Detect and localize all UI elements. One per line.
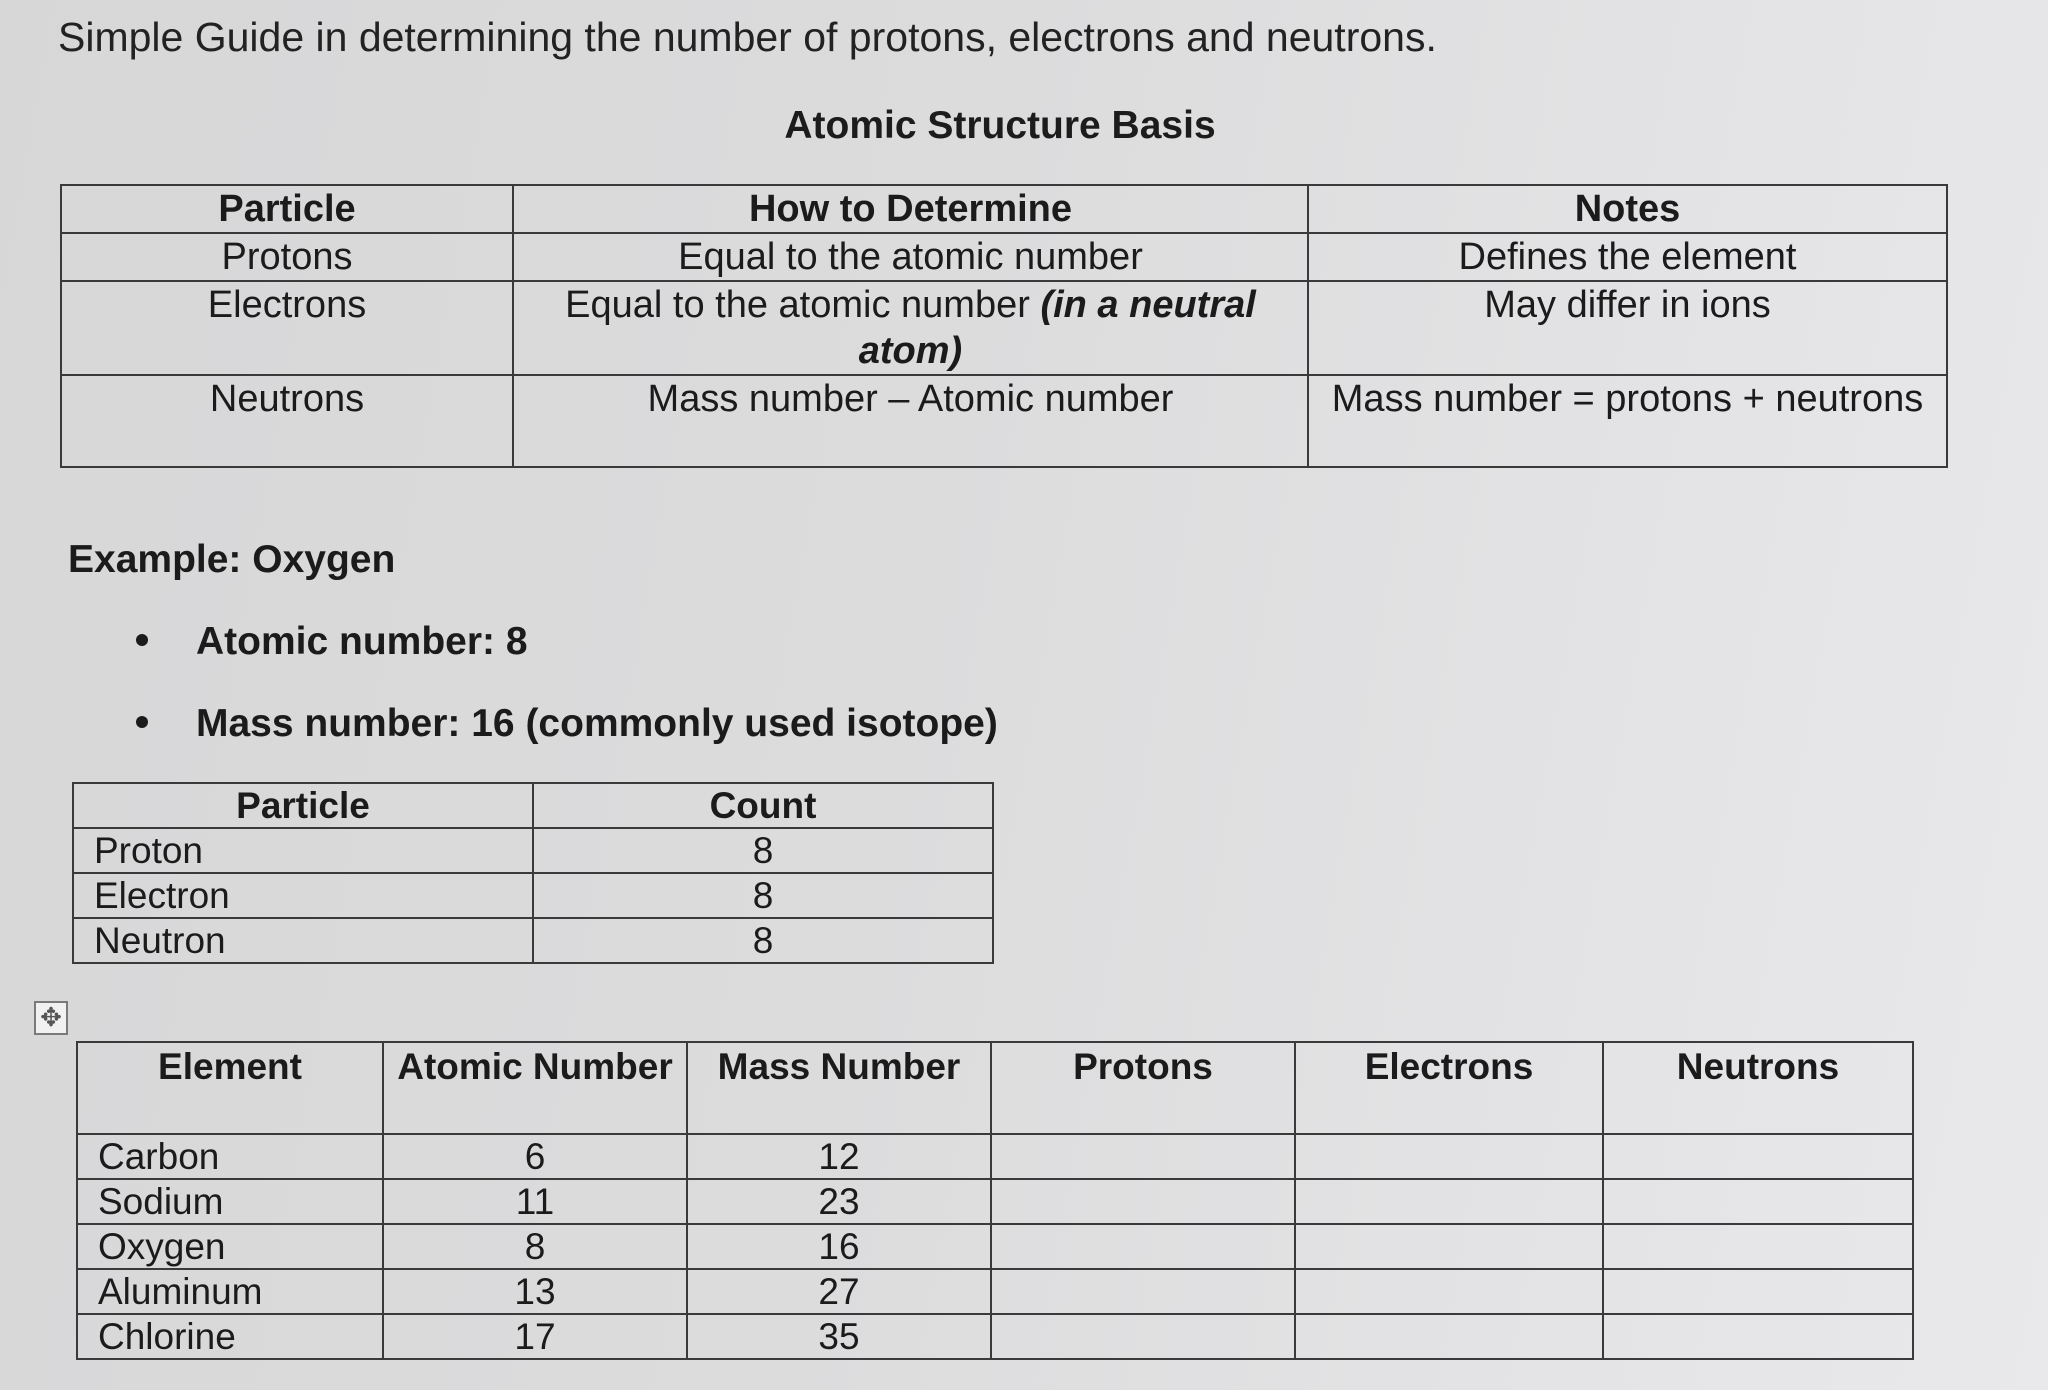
table-row <box>77 1269 1913 1314</box>
table-row <box>77 1224 1913 1269</box>
neutrons-cell[interactable] <box>1603 1314 1913 1359</box>
document-title: Simple Guide in determining the number of protons, electrons and neutrons. <box>58 14 1437 60</box>
protons-cell[interactable] <box>991 1269 1295 1314</box>
column-header: Count <box>533 783 993 828</box>
electrons-cell[interactable] <box>1295 1134 1603 1179</box>
section-heading: Atomic Structure Basis <box>784 104 1216 147</box>
particle-cell: Protons <box>61 233 513 281</box>
table-row <box>77 1134 1913 1179</box>
protons-cell[interactable] <box>991 1224 1295 1269</box>
determine-emphasis: (in a neutral atom) <box>858 284 1256 372</box>
mass-number-cell: 23 <box>687 1179 991 1224</box>
atomic-number-cell: 17 <box>383 1314 687 1359</box>
count-cell: 8 <box>533 918 993 963</box>
count-cell: 8 <box>533 873 993 918</box>
determine-text: Equal to the atomic number <box>565 284 1041 326</box>
neutrons-cell[interactable] <box>1603 1269 1913 1314</box>
bullet-text: Atomic number: 8 <box>196 620 528 663</box>
element-cell: Carbon <box>77 1134 383 1179</box>
particle-cell: Proton <box>73 828 533 873</box>
mass-number-cell: 16 <box>687 1224 991 1269</box>
neutrons-cell[interactable] <box>1603 1134 1913 1179</box>
table-row <box>73 918 993 963</box>
column-header: Mass Number <box>687 1042 991 1134</box>
table-header-row <box>77 1042 1913 1134</box>
table-row <box>77 1314 1913 1359</box>
example-heading: Example: Oxygen <box>68 538 396 581</box>
determine-cell: Mass number – Atomic number <box>513 375 1308 467</box>
particle-cell: Electron <box>73 873 533 918</box>
column-header: How to Determine <box>513 185 1308 233</box>
bullet-text: Mass number: 16 (commonly used isotope) <box>196 702 998 745</box>
bullet-dot-icon <box>136 716 148 728</box>
bullet-item <box>136 702 998 746</box>
atomic-number-cell: 13 <box>383 1269 687 1314</box>
column-header: Particle <box>61 185 513 233</box>
notes-cell: May differ in ions <box>1308 281 1947 375</box>
table-row <box>61 375 1947 467</box>
particle-cell: Neutrons <box>61 375 513 467</box>
neutrons-cell[interactable] <box>1603 1224 1913 1269</box>
mass-number-cell: 35 <box>687 1314 991 1359</box>
electrons-cell[interactable] <box>1295 1269 1603 1314</box>
particle-count-table <box>72 782 994 964</box>
table-row <box>61 233 1947 281</box>
atomic-number-cell: 11 <box>383 1179 687 1224</box>
element-cell: Chlorine <box>77 1314 383 1359</box>
electrons-cell[interactable] <box>1295 1314 1603 1359</box>
notes-cell: Mass number = protons + neutrons <box>1308 375 1947 467</box>
mass-number-cell: 12 <box>687 1134 991 1179</box>
determine-cell: Equal to the atomic number <box>513 233 1308 281</box>
element-cell: Aluminum <box>77 1269 383 1314</box>
column-header: Atomic Number <box>383 1042 687 1134</box>
move-cross-icon[interactable]: ✥ <box>34 1001 68 1035</box>
protons-cell[interactable] <box>991 1179 1295 1224</box>
electrons-cell[interactable] <box>1295 1179 1603 1224</box>
mass-number-cell: 27 <box>687 1269 991 1314</box>
column-header: Notes <box>1308 185 1947 233</box>
electrons-cell[interactable] <box>1295 1224 1603 1269</box>
elements-worksheet-table <box>76 1041 1914 1360</box>
atomic-number-cell: 6 <box>383 1134 687 1179</box>
protons-cell[interactable] <box>991 1134 1295 1179</box>
table-row <box>77 1179 1913 1224</box>
atomic-basis-table <box>60 184 1948 468</box>
column-header: Protons <box>991 1042 1295 1134</box>
element-cell: Sodium <box>77 1179 383 1224</box>
table-header-row <box>61 185 1947 233</box>
element-cell: Oxygen <box>77 1224 383 1269</box>
table-header-row <box>73 783 993 828</box>
notes-cell: Defines the element <box>1308 233 1947 281</box>
table-row <box>61 281 1947 375</box>
table-row <box>73 873 993 918</box>
column-header: Electrons <box>1295 1042 1603 1134</box>
column-header: Element <box>77 1042 383 1134</box>
bullet-dot-icon <box>136 634 148 646</box>
neutrons-cell[interactable] <box>1603 1179 1913 1224</box>
particle-cell: Electrons <box>61 281 513 375</box>
column-header: Neutrons <box>1603 1042 1913 1134</box>
table-row <box>73 828 993 873</box>
column-header: Particle <box>73 783 533 828</box>
count-cell: 8 <box>533 828 993 873</box>
determine-cell <box>513 281 1308 375</box>
atomic-number-cell: 8 <box>383 1224 687 1269</box>
protons-cell[interactable] <box>991 1314 1295 1359</box>
particle-cell: Neutron <box>73 918 533 963</box>
bullet-item <box>136 620 528 664</box>
